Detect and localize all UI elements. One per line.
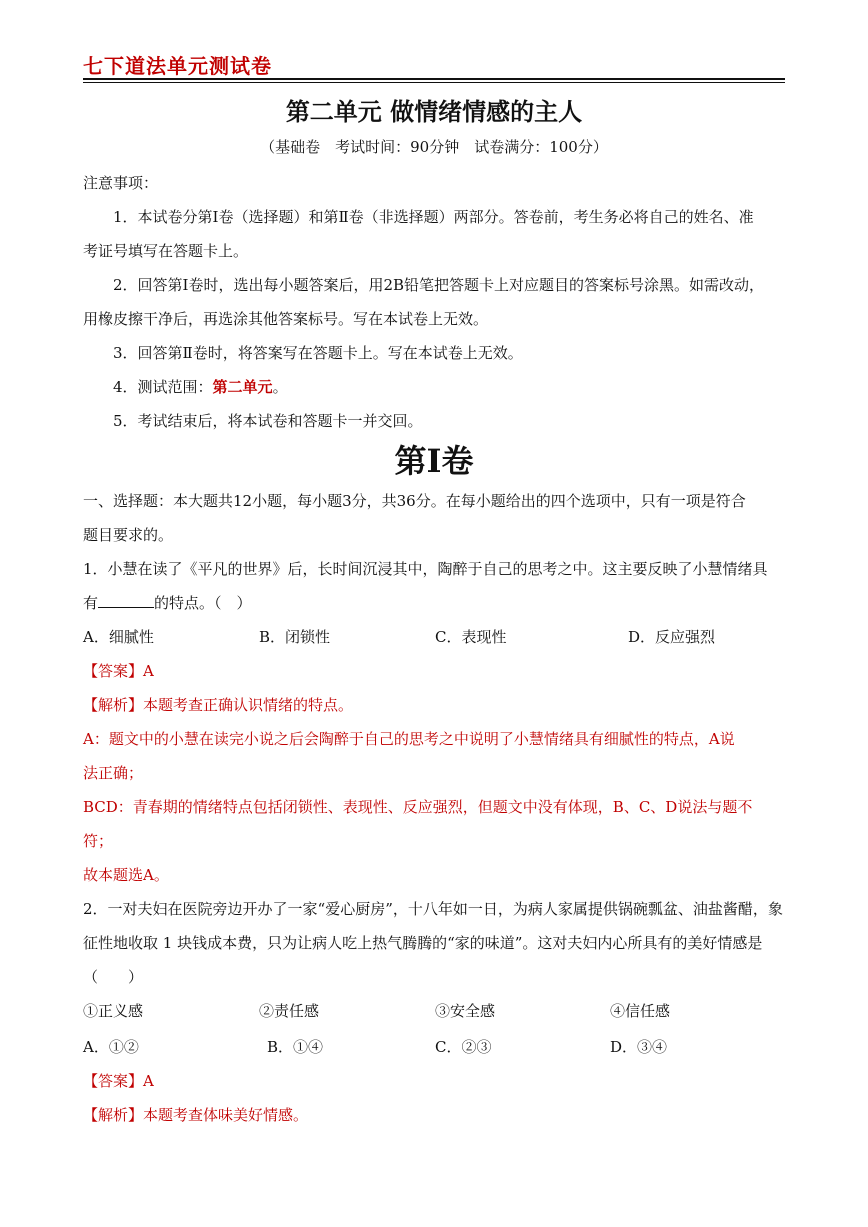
- q2-item-2: ②责任感: [259, 1002, 320, 1020]
- q1-option-b: B．闭锁性: [259, 628, 331, 646]
- q1-stem-line-1: 1．小慧在读了《平凡的世界》后，长时间沉浸其中，陶醉于自己的思考之中。这主要反映了小慧情绪具: [83, 560, 768, 578]
- note-2-line-2: 用橡皮擦干净后，再选涂其他答案标号。写在本试卷上无效。: [83, 310, 489, 328]
- q2-stem-line-2: 征性地收取 1 块钱成本费，只为让病人吃上热气腾腾的“家的味道”。这对夫妇内心所具有的美好情感是: [83, 934, 763, 952]
- header-rule-thin: [83, 82, 785, 83]
- q2-item-3: ③安全感: [435, 1002, 496, 1020]
- header-rule-thick: [83, 78, 785, 80]
- notes-heading: 注意事项：: [83, 174, 159, 192]
- q2-answer: 【答案】A: [83, 1072, 154, 1090]
- note-1-line-1: 1．本试卷分第Ⅰ卷（选择题）和第Ⅱ卷（非选择题）两部分。答卷前，考生务必将自己的姓名、准: [113, 208, 754, 226]
- part1-intro-line-1: 一、选择题：本大题共12小题，每小题3分，共36分。在每小题给出的四个选项中，只有一项是符合: [83, 492, 746, 510]
- q1-stem-line-2: [83, 592, 252, 613]
- q2-stem-line-1: 2．一对夫妇在医院旁边开办了一家“爱心厨房”，十八年如一日，为病人家属提供锅碗瓢盆、油盐酱醋，象: [83, 900, 783, 918]
- q1-answer: 【答案】A: [83, 662, 154, 680]
- q2-item-1: ①正义感: [83, 1002, 144, 1020]
- q1-stem-prefix: 有: [83, 594, 99, 612]
- note-4: [113, 376, 288, 397]
- section-title: 第Ⅰ卷: [394, 442, 474, 480]
- q2-item-4: ④信任感: [610, 1002, 671, 1020]
- exam-title: 第二单元 做情绪情感的主人: [285, 98, 583, 126]
- q1-explanation-2-line-1: BCD：青春期的情绪特点包括闭锁性、表现性、反应强烈，但题文中没有体现，B、C、D说法与题不: [83, 798, 753, 816]
- q1-option-c: C．表现性: [435, 628, 507, 646]
- answer-blank: [98, 595, 154, 608]
- exam-subtitle: （基础卷 考试时间：90分钟 试卷满分：100分）: [260, 138, 608, 156]
- q2-option-c: C．②③: [435, 1038, 492, 1056]
- part1-intro-line-2: 题目要求的。: [83, 526, 174, 544]
- q2-analysis: 【解析】本题考查体味美好情感。: [83, 1106, 309, 1124]
- q2-option-d: D．③④: [610, 1038, 668, 1056]
- note-1-line-2: 考证号填写在答题卡上。: [83, 242, 249, 260]
- q1-explanation-1-line-1: A：题文中的小慧在读完小说之后会陶醉于自己的思考之中说明了小慧情绪具有细腻性的特点，A说: [83, 730, 735, 748]
- note-5: 5．考试结束后，将本试卷和答题卡一并交回。: [113, 412, 423, 430]
- q2-option-a: A．①②: [83, 1038, 139, 1056]
- test-range: 第二单元: [212, 378, 273, 396]
- q1-option-a: A．细腻性: [83, 628, 154, 646]
- note-4-suffix: 。: [272, 378, 288, 396]
- q1-analysis: 【解析】本题考查正确认识情绪的特点。: [83, 696, 354, 714]
- q2-stem-line-3: （ ）: [83, 968, 144, 986]
- q1-explanation-1-line-2: 法正确；: [83, 764, 144, 782]
- q1-explanation-2-line-2: 符；: [83, 832, 114, 850]
- q1-stem-suffix: 的特点。（ ）: [154, 594, 252, 612]
- series-header: 七下道法单元测试卷: [83, 54, 272, 78]
- q2-option-b: B．①④: [267, 1038, 324, 1056]
- note-3: 3．回答第Ⅱ卷时，将答案写在答题卡上。写在本试卷上无效。: [113, 344, 523, 362]
- q1-option-d: D．反应强烈: [628, 628, 716, 646]
- q1-conclusion: 故本题选A。: [83, 866, 169, 884]
- note-2-line-1: 2．回答第Ⅰ卷时，选出每小题答案后，用2B铅笔把答题卡上对应题目的答案标号涂黑。如需改动，: [113, 276, 765, 294]
- note-4-prefix: 4．测试范围：: [113, 378, 213, 396]
